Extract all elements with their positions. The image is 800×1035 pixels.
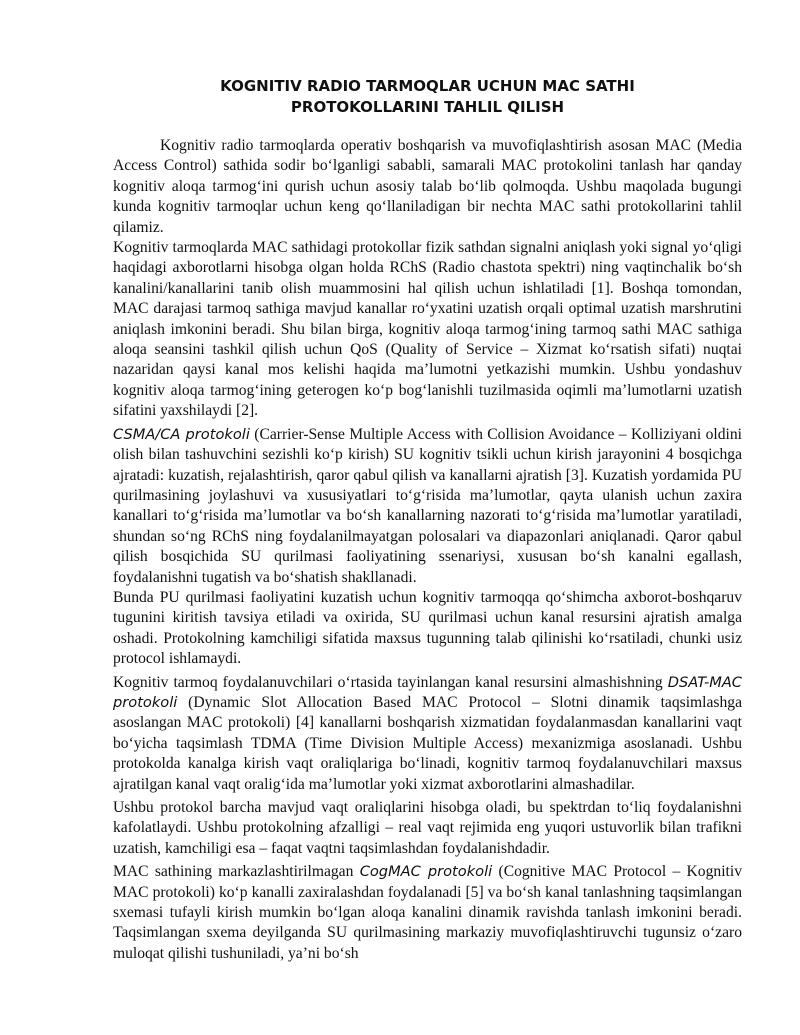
document-title xyxy=(113,76,742,118)
protocol-name-dsat-mac: DSAT-MAC protokoli xyxy=(113,673,742,711)
paragraph-dsat-mac-text: (Dynamic Slot Allocation Based MAC Protocol – Slotni dinamik taqsimlashga asoslangan MAC protokoli) [4] kanallarni boshqarish xizmatidan foydalanmasdan kanallarini vaqt bo‘yicha taqsimlash TDMA (Time Division Multiple Access) mexanizmiga asoslanadi. Ushbu protokolda kanalga kirish vaqt oraliqlariga bo‘linadi, kognitiv tarmoq foydalanuvchilari maxsus ajratilgan kanal vaqt oralig‘ida ma’lumotlar yoki xizmat axborotlarini almashadilar. xyxy=(113,693,742,793)
document-body xyxy=(113,136,742,964)
paragraph-dsat-mac xyxy=(113,673,742,795)
title-line-1: KOGNITIV RADIO TARMOQLAR UCHUN MAC SATHI xyxy=(220,77,635,95)
paragraph-time-slots: Ushbu protokol barcha mavjud vaqt oraliqlarini hisobga oladi, bu spektrdan to‘liq foydalanishni kafolatlaydi. Ushbu protokolning afzalligi – real vaqt rejimida eng yuqori ustuvorlik bilan trafikni uzatish, kamchiligi esa – faqat vaqtni taqsimlashdan foydalanishdadir. xyxy=(113,799,742,857)
paragraph-cogmac-text: (Cognitive MAC Protocol – Kognitiv MAC protokoli) ko‘p kanalli zaxiralashdan foydalanadi [5] va bo‘sh kanal tanlashning taqsimlangan sxemasi tufayli kirish mumkin bo‘lgan aloqa kanalini dinamik ravishda tanlash imkonini beradi. Taqsimlangan sxema deyilganda SU qurilmasining markaziy muvofiqlashtiruvchi tugunsiz o‘zaro muloqat qilishi tushuniladi, ya’ni bo‘sh xyxy=(113,863,742,962)
title-line-2: PROTOKOLLARINI TAHLIL QILISH xyxy=(290,98,565,116)
paragraph-cogmac-lead: MAC sathining markazlashtirilmagan xyxy=(113,863,360,881)
paragraph-csma-ca xyxy=(113,425,742,588)
paragraph-pu-monitoring: Bunda PU qurilmasi faoliyatini kuzatish uchun kognitiv tarmoqqa qo‘shimcha axborot-boshqaruv tugunini kiritish tavsiya etiladi va oxirida, SU qurilmasi uchun kanal resursini ajratish amalga oshadi. Protokolning kamchiligi sifatida maxsus tugunning talab qilinishi ko‘rsatiladi, chunki usiz protocol ishlamaydi. xyxy=(113,588,742,668)
protocol-name-csma-ca: CSMA/CA protokoli xyxy=(113,425,250,443)
paragraph-mac-layer: Kognitiv tarmoqlarda MAC sathidagi protokollar fizik sathdan signalni aniqlash yoki signal yo‘qligi haqidagi axborotlarni hisobga olgan holda RChS (Radio chastota spektri) ning vaqtinchalik bo‘sh kanalini/kanallarini tanib olish muammosini hal qilish uchun ishlatiladi [1]. Boshqa tomondan, MAC darajasi tarmoq sathiga mavjud kanallar ro‘yxatini uzatish orqali optimal uzatish marshrutini aniqlash imkonini beradi. Shu bilan birga, kognitiv aloqa tarmog‘ining tarmoq sathi MAC sathiga aloqa seansini tashkil qilish uchun QoS (Quality of Service – Xizmat ko‘rsatish sifati) nuqtai nazaridan qaysi kanal mos kelishi haqida ma’lumotni yetkazishi mumkin. Ushbu yondashuv kognitiv aloqa tarmog‘ining geterogen ko‘p bog‘lanishli tuzilmasida oqimli ma’lumotlarni uzatish sifatini yaxshilaydi [2]. xyxy=(113,239,742,420)
paragraph-csma-ca-text: (Carrier-Sense Multiple Access with Collision Avoidance – Kolliziyani oldini olish bilan tashuvchini sezishli ko‘p kirish) SU kognitiv tsikli uchun kirish jarayonini 4 bosqichga ajratadi: kuzatish, rejalashtirish, qaror qabul qilish va kanallarni ajratish [3]. Kuzatish yordamida PU qurilmasining joylashuvi va xususiyatlari to‘g‘risida ma’lumotlar, qayta ulanish uchun zaxira kanallari to‘g‘risida ma’lumotlar va bo‘sh kanallarning nazorati to‘g‘risida ma’lumotlar yaratiladi, shundan so‘ng RChS ning foydalanilmayatgan polosalari va diapazonlari aniqlanadi. Qaror qabul qilish bosqichida SU qurilmasi faoliyatining ssenariysi, xususan bo‘sh kanalni egallash, foydalanishni tugatish va bo‘shatish shakllanadi. xyxy=(113,425,742,586)
paragraph-cogmac xyxy=(113,862,742,964)
paragraph-intro: Kognitiv radio tarmoqlarda operativ boshqarish va muvofiqlashtirish asosan MAC (Media Access Control) sathida sodir bo‘lganligi sababli, samarali MAC protokolini tanlash har qanday kognitiv aloqa tarmog‘ini qurish uchun asosiy talab bo‘lib qolmoqda. Ushbu maqolada bugungi kunda kognitiv tarmoqlar uchun keng qo‘llaniladigan bir nechta MAC sathi protokollarini tahlil qilamiz. xyxy=(113,137,742,236)
protocol-name-cogmac: CogMAC protokoli xyxy=(359,863,493,881)
paragraph-dsat-mac-lead: Kognitiv tarmoq foydalanuvchilari o‘rtasida tayinlangan kanal resursini almashishning xyxy=(113,673,668,691)
